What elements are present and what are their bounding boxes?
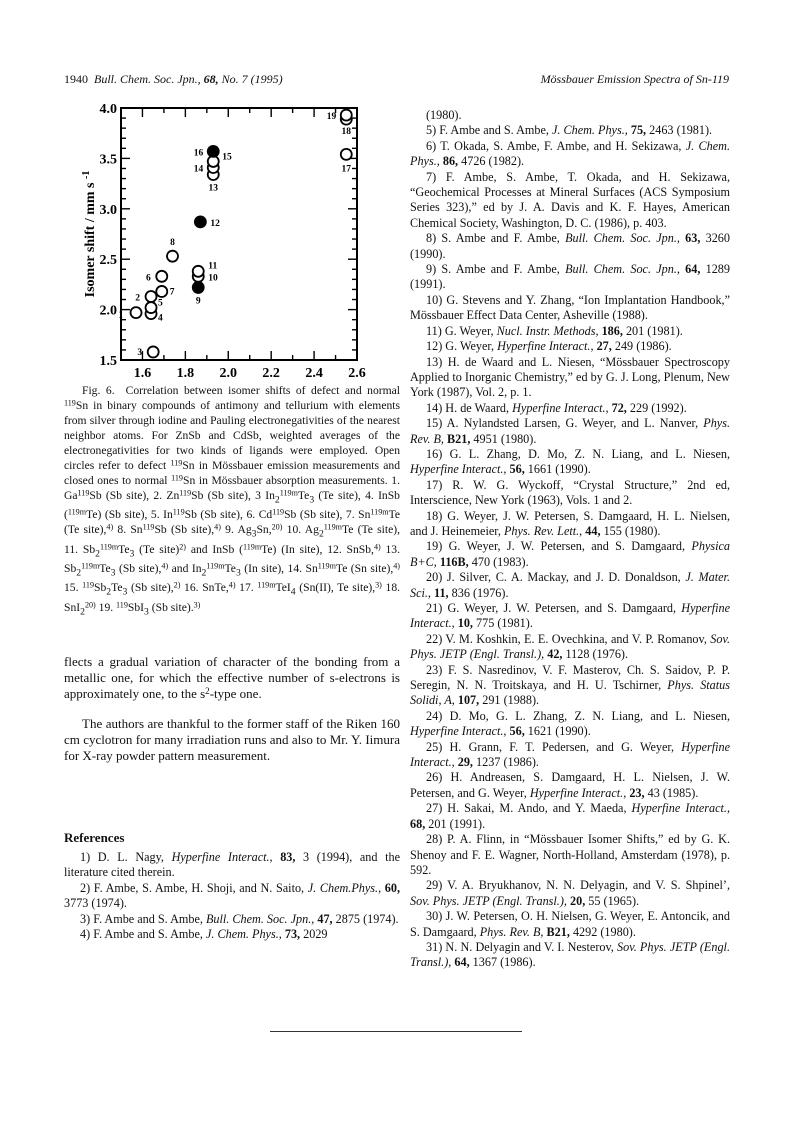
caption-text: Te bbox=[297, 489, 310, 502]
caption-sup: 119m bbox=[81, 561, 100, 571]
caption-sup: 119 bbox=[64, 398, 76, 408]
caption-sub: 2 bbox=[274, 494, 280, 506]
y-tick-label: 2.5 bbox=[99, 253, 117, 269]
caption-sup: 119 bbox=[170, 458, 183, 468]
caption-sup: 119 bbox=[82, 580, 95, 590]
caption-text: Sn in binary compounds of antimony and tellurium with elements from silver through iodine and Pauling electronegativities of the nearest neighbor atoms. For ZnSb and CdSb, weighted averages of the electronegativities for two kinds of ligands were employed. Open circles refer to defect bbox=[64, 399, 400, 472]
caption-text: Correlation between isomer shifts of defect and normal bbox=[125, 384, 400, 397]
reference-10: 10) G. Stevens and Y. Zhang, “Ion Implantation Handbook,” Mössbauer Effect Data Center, Asheville (1988). bbox=[410, 292, 730, 323]
caption-text: Sn in Mössbauer emission measurements and closed ones to normal bbox=[64, 459, 400, 487]
caption-sub: 2 bbox=[80, 605, 85, 617]
caption-sup: 119m bbox=[370, 507, 389, 517]
reference-7: 7) F. Ambe, S. Ambe, T. Okada, and H. Sekizawa, “Geochemical Processes at Mineral Surfaces (ACS Symposium Series 323),” ed by J. A. Davis and K. F. Hayes, American Chemical Society, Washington, D. C. (1986), p. 403. bbox=[410, 169, 730, 230]
caption-sup: 119m bbox=[67, 507, 87, 517]
caption-ref: 4) bbox=[161, 561, 169, 571]
caption-text: Sn, bbox=[256, 523, 272, 537]
caption-sup: 119m bbox=[99, 541, 119, 551]
filled-point-9 bbox=[193, 282, 204, 293]
reference-18: 18) G. Weyer, J. W. Petersen, S. Damgaard, H. L. Nielsen, and J. Heinemeier, Phys. Rev. Lett., 44, 155 (1980). bbox=[410, 508, 730, 538]
reference-15: 15) A. Nylandsted Larsen, G. Weyer, and L. Nanver, Phys. Rev. B, B21, 4951 (1980). bbox=[410, 416, 730, 446]
point-label-5: 5 bbox=[158, 298, 163, 309]
running-title: Mössbauer Emission Spectra of Sn-119 bbox=[540, 72, 729, 86]
running-header bbox=[64, 72, 729, 88]
reference-8: 8) S. Ambe and F. Ambe, Bull. Chem. Soc. Jpn., 63, 3260 (1990). bbox=[410, 231, 730, 261]
caption-text: Sb (Sb site), 7. Sn bbox=[284, 508, 371, 522]
y-axis-label-sup: -1 bbox=[80, 170, 92, 179]
open-point-1 bbox=[131, 307, 142, 318]
caption-text: Te) (In site), 12. SnSb, bbox=[261, 542, 374, 556]
plot-frame bbox=[121, 108, 357, 360]
y-tick-label: 2.0 bbox=[99, 303, 117, 319]
caption-sub: 3 bbox=[144, 605, 149, 617]
point-label-15: 15 bbox=[222, 152, 232, 163]
caption-sub: 3 bbox=[110, 567, 116, 579]
reference-5: 5) F. Ambe and S. Ambe, J. Chem. Phys., 75, 2463 (1981). bbox=[426, 123, 713, 138]
y-tick-label: 3.0 bbox=[99, 202, 117, 218]
caption-sup: 119m bbox=[323, 522, 342, 532]
point-label-11: 11 bbox=[208, 261, 218, 272]
references-left-column bbox=[64, 850, 400, 942]
body-text: flects a gradual variation of character of the bonding from a metallic one, for which the effective number of s-electrons is approximately one, to the s bbox=[64, 654, 400, 702]
reference-2: 2) F. Ambe, S. Ambe, H. Shoji, and N. Saito, J. Chem.Phys., 60, 3773 (1974). bbox=[64, 880, 401, 911]
reference-9: 9) S. Ambe and F. Ambe, Bull. Chem. Soc. Jpn., 64, 1289 (1991). bbox=[410, 262, 730, 292]
y-tick-label: 1.5 bbox=[99, 354, 117, 369]
point-label-2: 2 bbox=[135, 293, 141, 304]
caption-sup: 119m bbox=[257, 580, 276, 590]
references-right-column bbox=[410, 108, 730, 971]
point-label-9: 9 bbox=[195, 296, 201, 307]
reference-6: 6) T. Okada, S. Ambe, F. Ambe, and H. Sekizawa, J. Chem. Phys., 86, 4726 (1982). bbox=[410, 138, 730, 169]
caption-ref: 3) bbox=[193, 599, 201, 609]
caption-text: Sb (Sb site), bbox=[154, 523, 215, 537]
caption-sub: 2 bbox=[318, 528, 324, 540]
caption-sub: 3 bbox=[122, 586, 128, 598]
point-label-16: 16 bbox=[193, 148, 204, 159]
caption-ref: 3) bbox=[375, 580, 382, 590]
caption-sub: 2 bbox=[106, 586, 112, 598]
caption-ref: 4) bbox=[106, 522, 114, 532]
point-label-17: 17 bbox=[341, 164, 352, 175]
point-label-19: 19 bbox=[326, 112, 337, 123]
caption-ref: 4) bbox=[393, 561, 401, 571]
caption-ref: 20) bbox=[84, 599, 96, 609]
caption-text: (In site), 14. Sn bbox=[240, 561, 318, 575]
x-tick-label: 2.2 bbox=[262, 366, 280, 381]
reference-14: 14) H. de Waard, Hyperfine Interact., 72, 229 (1992). bbox=[426, 400, 687, 415]
caption-text: TeI bbox=[275, 581, 291, 595]
y-axis-label: Isomer shift / mm s $^{-1}$ bbox=[80, 170, 98, 298]
caption-text: and In bbox=[168, 561, 202, 575]
caption-sup: 119m bbox=[242, 541, 262, 551]
reference-11: 11) G. Weyer, Nucl. Instr. Methods, 186, 201 (1981). bbox=[426, 323, 683, 338]
caption-text: 18. SnI bbox=[64, 581, 401, 614]
caption-text: Te bbox=[99, 561, 111, 575]
caption-text: Sb (Sb site), 2. Zn bbox=[89, 489, 180, 502]
open-point-3 bbox=[148, 346, 159, 357]
point-label-6: 6 bbox=[146, 273, 151, 284]
x-tick-label: 2.0 bbox=[219, 366, 238, 381]
reference-19: 19) G. Weyer, J. W. Petersen, and S. Damgaard, Physica B+C, 116B, 470 (1983). bbox=[410, 539, 730, 569]
caption-text: Te (Te site), bbox=[64, 508, 400, 537]
point-label-7: 7 bbox=[169, 287, 175, 298]
point-label-18: 18 bbox=[341, 127, 352, 138]
point-label-4: 4 bbox=[158, 313, 163, 324]
caption-text: Sn in Mössbauer absorption measurements. 1. Ga bbox=[64, 474, 400, 502]
caption-text: 10. Ag bbox=[282, 523, 319, 537]
caption-ref: 4) bbox=[228, 580, 236, 590]
acknowledgment-paragraph: The authors are thankful to the former staff of the Riken 160 cm cyclotron for many irradiation runs and also to Mr. Y. Iimura for X-ray powder pattern measurement. bbox=[64, 716, 400, 764]
caption-text: Te) (Sb site), 5. In bbox=[86, 508, 173, 522]
point-label-1: 1 bbox=[118, 310, 124, 321]
header-left bbox=[64, 72, 283, 87]
caption-sub: 4 bbox=[290, 586, 296, 598]
caption-sup: 119 bbox=[171, 473, 183, 483]
caption-ref: 2) bbox=[173, 580, 181, 590]
caption-text: (Sn(II), Te site), bbox=[295, 581, 376, 595]
caption-text: 8. Sn bbox=[113, 523, 143, 537]
open-point-6 bbox=[156, 271, 167, 282]
reference-3: 3) F. Ambe and S. Ambe, Bull. Chem. Soc. Jpn., 47, 2875 (1974). bbox=[80, 911, 399, 926]
open-point-8 bbox=[167, 251, 178, 262]
caption-sup: 119m bbox=[317, 561, 336, 571]
filled-point-12 bbox=[195, 216, 206, 227]
open-point-2 bbox=[146, 291, 157, 302]
body-paragraph-continued bbox=[64, 654, 400, 703]
caption-sup: 119 bbox=[77, 488, 90, 498]
reference-4: 4) F. Ambe and S. Ambe, J. Chem. Phys., 73, 2029 bbox=[80, 927, 328, 942]
point-label-8: 8 bbox=[170, 238, 175, 249]
caption-text: (Te site), 4. InSb ( bbox=[64, 489, 400, 522]
body-text: -type one. bbox=[209, 686, 262, 702]
reference-28: 28) P. A. Flinn, in “Mössbauer Isomer Shifts,” ed by G. K. Shenoy and F. E. Wagner, North-Holland, Amsterdam (1978), p. 592. bbox=[410, 832, 730, 877]
reference-21: 21) G. Weyer, J. W. Petersen, and S. Damgaard, Hyperfine Interact., 10, 775 (1981). bbox=[410, 601, 730, 631]
caption-sup: 119 bbox=[179, 488, 192, 498]
reference-30: 30) J. W. Petersen, O. H. Nielsen, G. Weyer, E. Antoncik, and S. Damgaard, Phys. Rev. B, B21, 4292 (1980). bbox=[410, 909, 730, 939]
caption-sup: 119m bbox=[279, 488, 298, 498]
caption-sup: 119m bbox=[206, 561, 225, 571]
caption-text: SbI bbox=[127, 600, 145, 614]
point-label-12: 12 bbox=[210, 218, 220, 229]
filled-point-16 bbox=[208, 146, 219, 157]
caption-text: 13. Sb bbox=[64, 542, 401, 575]
y-tick-label: 3.5 bbox=[99, 152, 117, 168]
caption-text: Te bbox=[118, 542, 130, 556]
caption-sub: 3 bbox=[251, 528, 257, 540]
caption-text: Te bbox=[111, 581, 123, 595]
journal-issue: No. 7 (1995) bbox=[221, 72, 283, 86]
caption-sub: 2 bbox=[201, 567, 207, 579]
reference-22: 22) V. M. Koshkin, E. E. Ovechkina, and V. P. Romanov, Sov. Phys. JETP (Engl. Transl.), 42, 1128 (1976). bbox=[410, 631, 730, 662]
caption-text: 17. bbox=[235, 581, 258, 595]
reference-26: 26) H. Andreasen, S. Damgaard, H. L. Nielsen, J. W. Petersen, and G. Weyer, Hyperfine Interact., 23, 43 (1985). bbox=[410, 770, 730, 800]
reference-16: 16) G. L. Zhang, D. Mo, Z. N. Liang, and L. Niesen, Hyperfine Interact., 56, 1661 (1990). bbox=[410, 446, 730, 477]
caption-lead: Fig. 6. bbox=[82, 384, 115, 397]
page-number: 1940 bbox=[64, 72, 88, 86]
caption-text: (Sb site), bbox=[127, 581, 174, 595]
caption-ref: 20) bbox=[271, 522, 283, 532]
caption-ref: 2) bbox=[179, 541, 187, 551]
caption-text: 15. bbox=[64, 581, 83, 595]
caption-text: (Sb site), bbox=[115, 561, 162, 575]
caption-text: (Te site) bbox=[134, 542, 180, 556]
caption-text: Te (Te site), 11. Sb bbox=[64, 523, 400, 556]
caption-text: Te (Sn site), bbox=[335, 561, 394, 575]
end-rule bbox=[270, 1031, 522, 1032]
caption-ref: 4) bbox=[214, 522, 221, 532]
x-tick-label: 2.6 bbox=[348, 366, 366, 381]
reference-27: 27) H. Sakai, M. Ando, and Y. Maeda, Hyperfine Interact., 68, 201 (1991). bbox=[410, 801, 730, 831]
reference-24: 24) D. Mo, G. L. Zhang, Z. N. Liang, and L. Niesen, Hyperfine Interact., 56, 1621 (1990). bbox=[410, 708, 730, 739]
reference-23: 23) F. S. Nasredinov, V. F. Masterov, Ch. S. Saidov, P. P. Seregin, N. N. Troitskaya, and H. U. Tschirner, Phys. Status Solidi, A, 107, 291 (1988). bbox=[410, 662, 730, 708]
reference-20: 20) J. Silver, C. A. Mackay, and J. D. Donaldson, J. Mater. Sci., 11, 836 (1976). bbox=[410, 570, 730, 600]
reference-13: 13) H. de Waard and L. Niesen, “Mössbauer Spectroscopy Applied to Inorganic Chemistry,” ed by G. J. Long, Plenum, New York (1987), Vol. 2, p. 1. bbox=[410, 354, 730, 400]
caption-text: 9. Ag bbox=[220, 523, 252, 537]
caption-text: (Sb site). bbox=[148, 600, 194, 614]
references-heading: References bbox=[64, 830, 125, 845]
caption-text: Te bbox=[224, 561, 236, 575]
reference-4-continued: (1980). bbox=[426, 108, 462, 122]
caption-text: Sb (Sb site), 3 In bbox=[191, 489, 275, 502]
reference-25: 25) H. Grann, F. T. Pedersen, and G. Weyer, Hyperfine Interact., 29, 1237 (1986). bbox=[410, 739, 730, 770]
journal-name: Bull. Chem. Soc. Jpn., bbox=[94, 72, 201, 86]
caption-sub: 3 bbox=[235, 567, 241, 579]
x-tick-label: 1.8 bbox=[176, 366, 195, 381]
caption-text: Sb bbox=[94, 581, 107, 595]
point-label-3: 3 bbox=[137, 347, 143, 358]
caption-sup: 119 bbox=[142, 522, 155, 532]
caption-sub: 2 bbox=[76, 567, 82, 579]
journal-volume: 68, bbox=[203, 72, 219, 86]
caption-sup: 119 bbox=[272, 507, 285, 517]
point-label-10: 10 bbox=[208, 273, 218, 284]
x-tick-label: 2.4 bbox=[305, 366, 323, 381]
body-sup: 2 bbox=[205, 686, 210, 697]
open-point-11 bbox=[193, 266, 204, 277]
reference-17: 17) R. W. G. Wyckoff, “Crystal Structure,” 2nd ed, Interscience, New York (1963), Vols. 1 and 2. bbox=[410, 477, 730, 508]
caption-text: Sb (Sb site), 6. Cd bbox=[184, 508, 273, 522]
open-point-7 bbox=[156, 286, 167, 297]
y-tick-label: 4.0 bbox=[99, 102, 117, 117]
caption-sup: 119 bbox=[116, 599, 128, 609]
caption-text: and InSb ( bbox=[186, 542, 243, 556]
caption-sub: 3 bbox=[129, 547, 135, 559]
reference-1: 1) D. L. Nagy, Hyperfine Interact., 83, 3 (1994), and the literature cited therein. bbox=[64, 850, 400, 880]
open-point-17 bbox=[341, 149, 352, 160]
caption-text: 19. bbox=[95, 600, 117, 614]
reference-31: 31) N. N. Delyagin and V. I. Nesterov, Sov. Phys. JETP (Engl. Transl.), 64, 1367 (1986). bbox=[410, 939, 730, 970]
point-label-13: 13 bbox=[208, 183, 219, 194]
figure-caption bbox=[64, 383, 400, 619]
point-label-14: 14 bbox=[193, 164, 204, 175]
reference-29: 29) V. A. Bryukhanov, N. N. Delyagin, and V. S. Shpinel’, Sov. Phys. JETP (Engl. Transl.), 20, 55 (1965). bbox=[410, 878, 730, 908]
reference-12: 12) G. Weyer, Hyperfine Interact., 27, 249 (1986). bbox=[426, 339, 672, 354]
x-tick-label: 1.6 bbox=[133, 366, 152, 381]
open-point-19 bbox=[341, 110, 352, 121]
open-point-5 bbox=[146, 302, 157, 313]
figure-6-scatter bbox=[64, 96, 400, 381]
caption-sup: 119 bbox=[172, 507, 185, 517]
caption-ref: 4) bbox=[373, 541, 381, 551]
caption-text: 16. SnTe, bbox=[180, 581, 229, 595]
caption-sub: 3 bbox=[309, 494, 315, 506]
caption-sub: 2 bbox=[95, 547, 100, 559]
